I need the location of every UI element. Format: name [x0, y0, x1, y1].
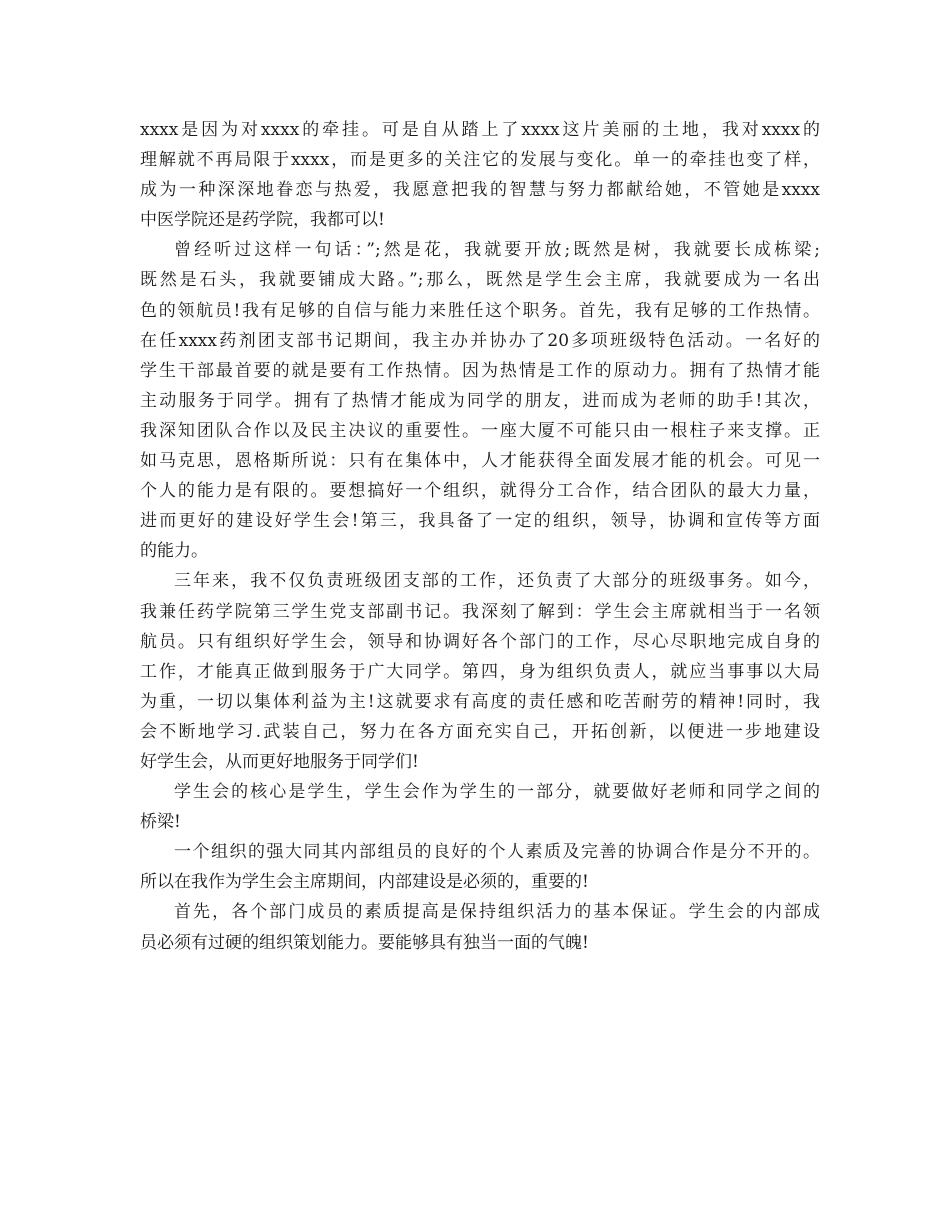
text-line: 桥梁! [140, 812, 181, 833]
paragraph-first-line: 学生会的核心是学生，学生会作为学生的一部分，就要做好老师和同学之间的 [174, 782, 820, 803]
text-line: 主动服务于同学。拥有了热情才能成为同学的朋友，进而成为老师的助手!其次， [140, 390, 820, 411]
text-line: 的能力。 [140, 541, 208, 562]
paragraph-first-line: 首先，各个部门成员的素质提高是保持组织活力的基本保证。学生会的内部成 [174, 902, 820, 923]
text-line: 航员。只有组织好学生会，领导和协调好各个部门的工作，尽心尽职地完成自身的 [140, 631, 820, 652]
text-line: 如马克思，恩格斯所说：只有在集体中，人才能获得全面发展才能的机会。可见一 [140, 451, 820, 472]
text-line: 个人的能力是有限的。要想搞好一个组织，就得分工合作，结合团队的最大力量， [140, 481, 820, 502]
text-line: 好学生会，从而更好地服务于同学们! [140, 751, 419, 772]
text-line: 理解就不再局限于xxxx，而是更多的关注它的发展与变化。单一的牵挂也变了样， [140, 150, 820, 171]
text-line: 在任xxxx药剂团支部书记期间，我主办并协办了20多项班级特色活动。一名好的 [140, 330, 820, 351]
text-line: 既然是石头，我就要铺成大路。”;那么，既然是学生会主席，我就要成为一名出 [140, 270, 820, 291]
body-text [140, 115, 820, 958]
text-line: xxxx是因为对xxxx的牵挂。可是自从踏上了xxxx这片美丽的土地，我对xxxx的 [140, 120, 820, 140]
text-line: 我深知团队合作以及民主决议的重要性。一座大厦不可能只由一根柱子来支撑。正 [140, 420, 820, 441]
text-line: 我兼任药学院第三学生党支部副书记。我深刻了解到：学生会主席就相当于一名领 [140, 601, 820, 622]
text-line: 进而更好的建设好学生会!第三，我具备了一定的组织，领导，协调和宣传等方面 [140, 511, 820, 532]
text-line: 为重，一切以集体利益为主!这就要求有高度的责任感和吃苦耐劳的精神!同时，我 [140, 691, 820, 712]
text-line: 色的领航员!我有足够的自信与能力来胜任这个职务。首先，我有足够的工作热情。 [140, 300, 820, 321]
text-line: 所以在我作为学生会主席期间，内部建设是必须的，重要的! [140, 872, 589, 893]
text-line: 会不断地学习.武装自己，努力在各方面充实自己，开拓创新，以便进一步地建设 [140, 721, 820, 742]
text-line: 学生干部最首要的就是要有工作热情。因为热情是工作的原动力。拥有了热情才能 [140, 360, 820, 381]
text-line: 中医学院还是药学院，我都可以! [140, 210, 385, 231]
text-line: 员必须有过硬的组织策划能力。要能够具有独当一面的气魄! [140, 932, 589, 953]
text-line: 成为一种深深地眷恋与热爱，我愿意把我的智慧与努力都献给她，不管她是xxxx [140, 180, 820, 201]
paragraph-first-line: 一个组织的强大同其内部组员的良好的个人素质及完善的协调合作是分不开的。 [174, 842, 820, 863]
paragraph-first-line: 曾经听过这样一句话：”;然是花，我就要开放;既然是树，我就要长成栋梁; [174, 240, 820, 261]
text-line: 工作，才能真正做到服务于广大同学。第四，身为组织负责人，就应当事事以大局 [140, 661, 820, 682]
paragraph-first-line: 三年来，我不仅负责班级团支部的工作，还负责了大部分的班级事务。如今， [174, 571, 820, 592]
